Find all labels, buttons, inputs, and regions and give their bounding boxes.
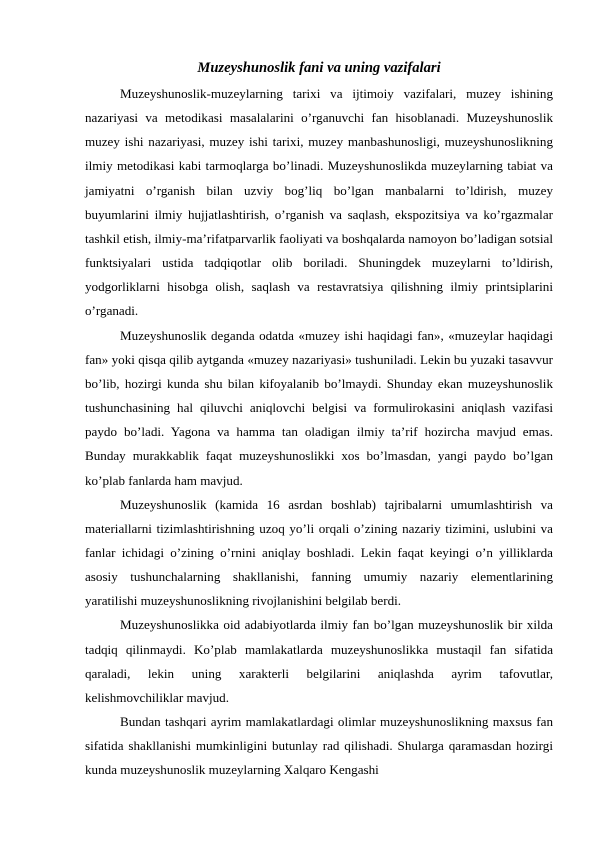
paragraph-literature: Muzeyshunoslikka oid adabiyotlarda ilmiy fan bo’lgan muzeyshunoslik bir xilda tadqiq qilinmaydi. Ko’plab mamlakatlarda muzeyshunoslikka mustaqil fan sifatida qaraladi, lekin uning xarakterli belgilarini aniqlashda ayrim tafovutlar, kelishmovchiliklar mavjud.	[85, 617, 553, 705]
document-page	[85, 58, 553, 783]
paragraph-debate: Bundan tashqari ayrim mamlakatlardagi olimlar muzeyshunoslikning maxsus fan sifatida shakllanishi mumkinligini butunlay rad qilishadi. Shularga qaramasdan hozirgi kunda muzeyshunoslik muzeylarning Xalqaro Kengashi	[85, 714, 553, 778]
paragraph-definition: Muzeyshunoslik-muzeylarning tarixi va ijtimoiy vazifalari, muzey ishining nazariyasi va metodikasi masalalarini o’rganuvchi fan hisoblanadi. Muzeyshunoslik muzey ishi nazariyasi, muzey ishi tarixi, muzey manbashunosligi, muzeyshunoslikning ilmiy metodikasi kabi tarmoqlarga bo’linadi. Muzeyshunoslikda muzeylarning tabiat va jamiyatni o’rganish bilan uzviy bog’liq bo’lgan manbalarni to’ldirish, muzey buyumlarini ilmiy hujjatlashtirish, o’rganish va saqlash, ekspozitsiya va ko’rgazmalar tashkil etish, ilmiy-ma’rifatparvarlik faoliyati va boshqalarda namoyon bo’ladigan sotsial funktsiyalari ustida tadqiqotlar olib boriladi. Shuningdek muzeylarni to’ldirish, yodgorliklarni hisobga olish, saqlash va restavratsiya qilishning ilmiy printsiplarini o’rganadi.	[85, 86, 553, 319]
paragraph-concept: Muzeyshunoslik deganda odatda «muzey ishi haqidagi fan», «muzeylar haqidagi fan» yoki qisqa qilib aytganda «muzey nazariyasi» tushuniladi. Lekin bu yuzaki tasavvur bo’lib, hozirgi kunda shu bilan kifoyalanib bo’lmaydi. Shunday ekan muzeyshunoslik tushunchasining hal qiluvchi aniqlovchi belgisi va formulirokasini aniqlash vazifasi paydo bo’ladi. Yagona va hamma tan oladigan ilmiy ta’rif hozircha mavjud emas. Bunday murakkablik faqat muzeyshunoslikki xos bo’lmasdan, yangi paydo bo’lgan ko’plab fanlarda ham mavjud.	[85, 327, 553, 488]
document-title: Muzeyshunoslik fani va uning vazifalari	[197, 60, 441, 76]
paragraph-history: Muzeyshunoslik (kamida 16 asrdan boshlab) tajribalarni umumlashtirish va materiallarni tizimlashtirishning uzoq yo’li orqali o’zining nazariy tizimini, uslubini va fanlar ichidagi o’zining o’rnini aniqlay boshladi. Lekin faqat keyingi o’n yilliklarda asosiy tushunchalarning shakllanishi, fanning umumiy nazariy elementlarining yaratilishi muzeyshunoslikning rivojlanishini belgilab berdi.	[85, 496, 553, 609]
